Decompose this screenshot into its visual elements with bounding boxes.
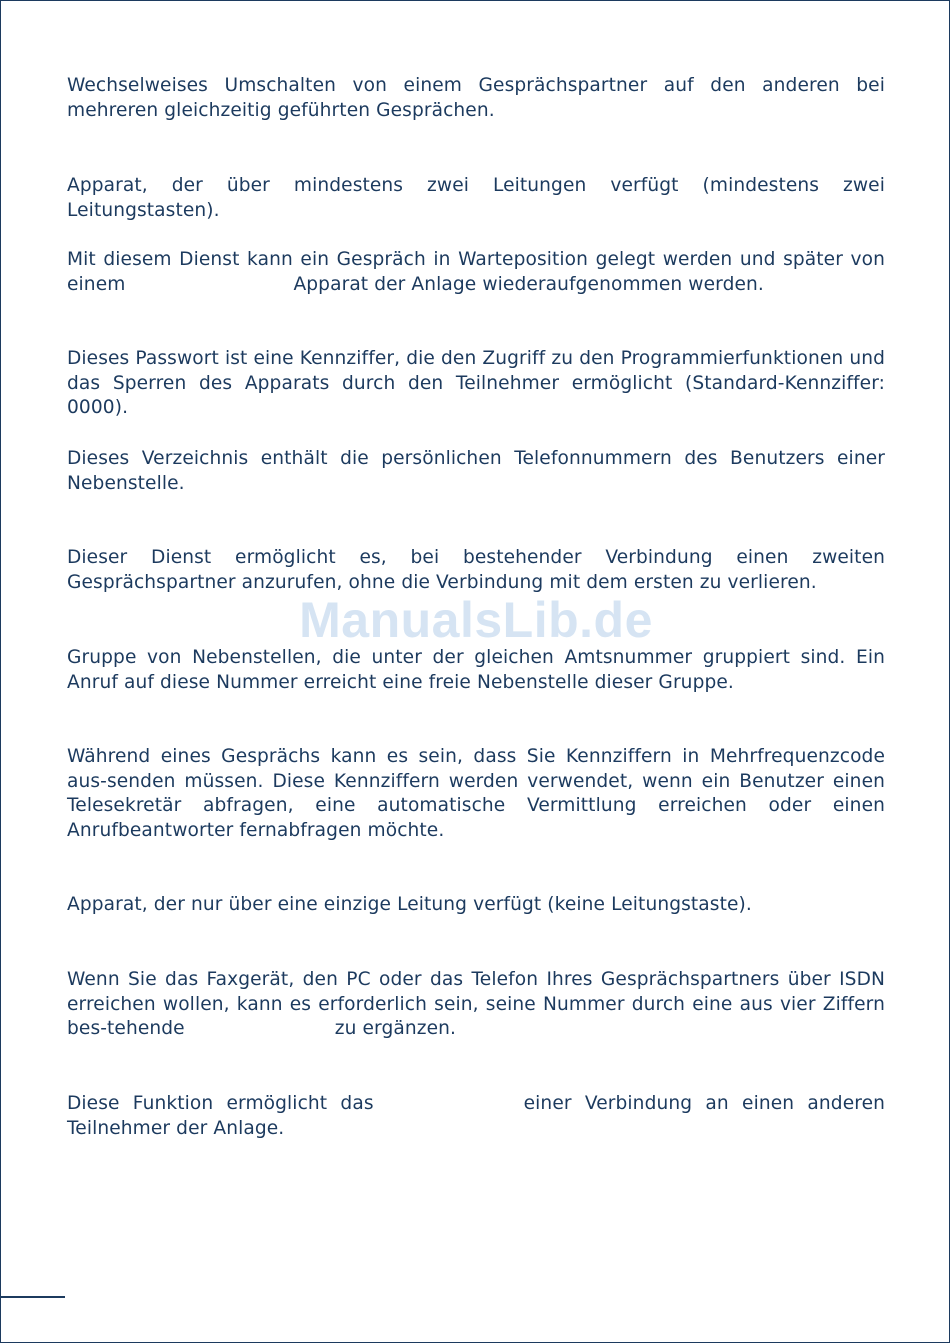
entry-text: Dieses Verzeichnis enthält die persönlichen Telefonnummern des Benutzers einer Nebenstelle. [67, 448, 885, 494]
glossary-entry-hunt-group [67, 646, 885, 695]
entry-text: Apparat, der nur über eine einzige Leitung verfügt (keine Leitungstaste). [67, 894, 752, 915]
entry-text-after: Apparat der Anlage wiederaufgenommen werden. [293, 273, 764, 295]
entry-text-after: einer Verbindung an einen anderen Teilnehmer der Anlage. [67, 1093, 885, 1139]
entry-text-before: Diese Funktion ermöglicht das [67, 1093, 374, 1114]
entry-text-before: Mit diesem Dienst kann ein Gespräch in Warteposition gelegt werden und später von einem [67, 249, 885, 295]
glossary-entry-inquiry-call [67, 546, 885, 595]
glossary-entry-makeln [67, 74, 885, 123]
entry-text: Dieses Passwort ist eine Kennziffer, die den Zugriff zu den Programmierfunktionen und das Sperren des Apparats durch den Teilnehmer ermöglicht (Standard-Kennziffer: 0000). [67, 348, 885, 419]
glossary-entry-multiline-set [67, 174, 885, 223]
entry-text: Gruppe von Nebenstellen, die unter der gleichen Amtsnummer gruppiert sind. Ein Anruf auf diese Nummer erreicht eine freie Nebenstelle dieser Gruppe. [67, 647, 885, 693]
footer-rule [1, 1296, 65, 1298]
glossary-entry-password [67, 347, 885, 421]
entry-text: Apparat, der über mindestens zwei Leitungen verfügt (mindestens zwei Leitungstasten). [67, 175, 885, 221]
entry-text-before: Wenn Sie das Faxgerät, den PC oder das Telefon Ihres Gesprächspartners über ISDN erreichen wollen, kann es erforderlich sein, seine Nummer durch eine aus vier Ziffern bes-tehende [67, 969, 885, 1040]
glossary-entry-single-line-set [67, 893, 885, 918]
entry-text: Wechselweises Umschalten von einem Gesprächspartner auf den anderen bei mehreren gleichzeitig geführten Gesprächen. [67, 75, 885, 121]
entry-text-after: zu ergänzen. [334, 1018, 457, 1040]
entry-text: Während eines Gesprächs kann es sein, dass Sie Kennziffern in Mehrfrequenzcode aus-senden müssen. Diese Kennziffern werden verwendet, wenn ein Benutzer einen Telesekretär abfragen, eine automatische Vermittlung erreichen oder einen Anrufbeantworter fernabfragen möchte. [67, 746, 885, 841]
entry-text: Dieser Dienst ermöglicht es, bei bestehender Verbindung einen zweiten Gesprächspartner anzurufen, ohne die Verbindung mit dem ersten zu verlieren. [67, 547, 885, 593]
glossary-entry-dtmf [67, 745, 885, 843]
glossary-entry-transfer [67, 1092, 885, 1141]
glossary-entry-parking [67, 248, 885, 297]
glossary-entry-subaddress [67, 968, 885, 1042]
glossary-entry-personal-directory [67, 447, 885, 496]
watermark-text: ManualsLib.de [299, 592, 653, 648]
